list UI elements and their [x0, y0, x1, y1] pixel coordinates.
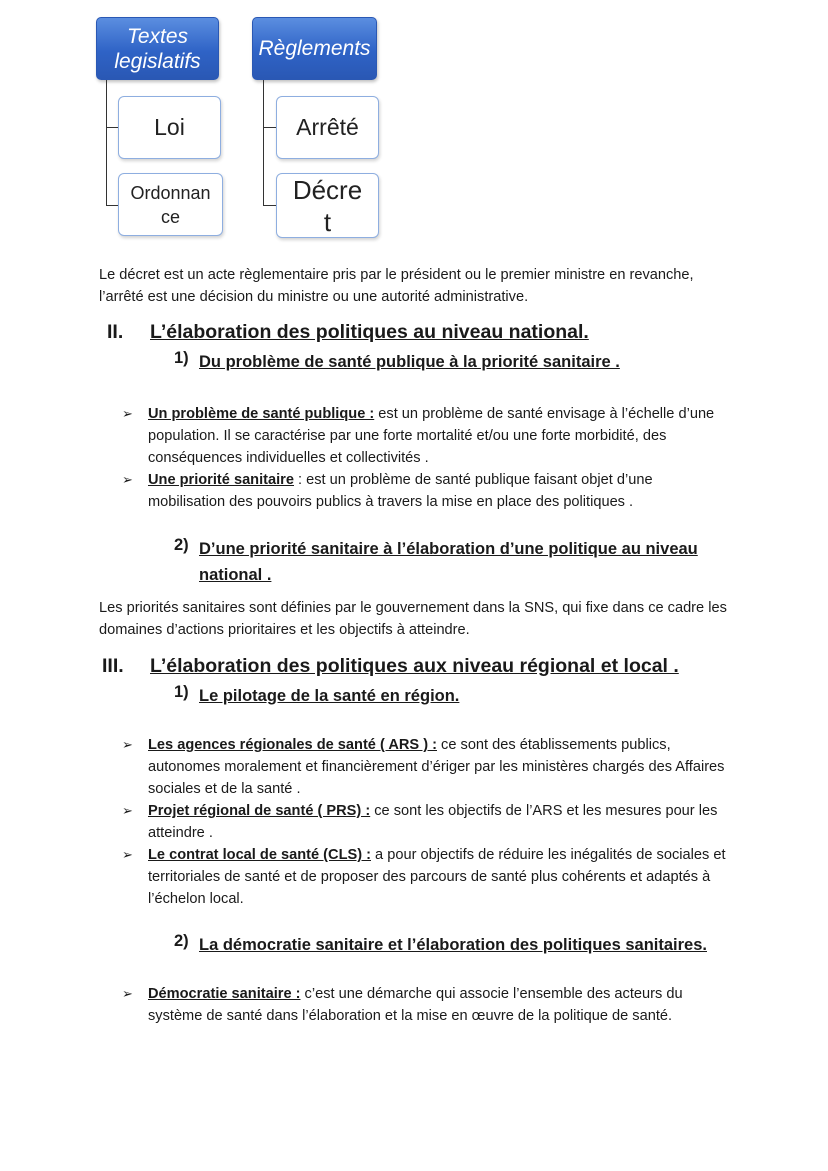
- diagram-node-label: ce: [160, 206, 180, 227]
- connector-line: [106, 80, 107, 206]
- subsection-heading: [174, 683, 734, 709]
- arrow-bullet-icon: ➢: [122, 472, 133, 487]
- diagram-head-line: legislatifs: [114, 49, 201, 73]
- arrow-bullet-icon: ➢: [122, 847, 133, 862]
- diagram-head-reglements: [252, 17, 377, 80]
- section-heading-2: [107, 321, 707, 347]
- subsection-number: 2): [174, 932, 189, 950]
- definition: c’est une démarche qui associe l’ensemble des acteurs du système de santé dans l’élaboration et la mise en œuvre de la politique de santé.: [148, 986, 683, 1024]
- section-number: II.: [107, 321, 124, 343]
- arrow-bullet-icon: ➢: [122, 406, 133, 421]
- term: Démocratie sanitaire :: [148, 986, 301, 1002]
- diagram-head-textes-legislatifs: [96, 17, 219, 80]
- term: Un problème de santé publique :: [148, 406, 375, 422]
- connector-line: [106, 127, 118, 128]
- diagram-node-label: Loi: [154, 114, 185, 140]
- section-title: L’élaboration des politiques aux niveau régional et local .: [150, 655, 679, 677]
- connector-line: [106, 205, 118, 206]
- diagram-node-label: Ordonnan: [130, 182, 211, 203]
- diagram-node-label: Arrêté: [296, 114, 359, 140]
- definition: a pour objectifs de réduire les inégalités de sociales et territoriales de santé et de proposer des parcours de santé plus cohérents et adaptés à l’échelon local.: [148, 847, 726, 907]
- term: Le contrat local de santé (CLS) :: [148, 847, 371, 863]
- subsection-heading: [174, 932, 774, 958]
- subsection-title-line: D’une priorité sanitaire à l’élaboration d’une politique au niveau: [199, 540, 698, 558]
- subsection-number: 1): [174, 683, 189, 701]
- term: Projet régional de santé ( PRS) :: [148, 803, 371, 819]
- diagram-node-ordonnance: [118, 173, 223, 236]
- section-number: III.: [102, 655, 124, 677]
- diagram-node-decret: [276, 173, 379, 238]
- subsection-number: 2): [174, 536, 189, 554]
- section-title: L’élaboration des politiques au niveau national.: [150, 321, 589, 343]
- list-item-text: [148, 800, 732, 844]
- subsection-number: 1): [174, 349, 189, 367]
- definition: est un problème de santé envisage à l’échelle d’une population. Il se caractérise par une forte mortalité et/ou une forte morbidité, des conséquences individuelles et collectivités .: [148, 406, 715, 466]
- paragraph: Les priorités sanitaires sont définies par le gouvernement dans la SNS, qui fixe dans ce cadre les domaines d’actions prioritaires et les objectifs à atteindre.: [99, 600, 727, 638]
- arrow-bullet-icon: ➢: [122, 737, 133, 752]
- list-item-text: [148, 403, 732, 469]
- section-heading-3: [102, 655, 722, 681]
- diagram-head-line: Règlements: [258, 37, 371, 60]
- intro-paragraph: Le décret est un acte règlementaire pris par le président ou le premier ministre en revanche, l’arrêté est une décision du ministre ou une autorité administrative.: [99, 267, 694, 305]
- list-item-text: [148, 734, 732, 800]
- diagram-node-label: Décre: [292, 174, 363, 205]
- term: Une priorité sanitaire: [148, 472, 294, 488]
- diagram-node-loi: [118, 96, 221, 159]
- hierarchy-diagram: [0, 0, 420, 250]
- diagram-node-arrete: [276, 96, 379, 159]
- connector-line: [263, 127, 276, 128]
- arrow-bullet-icon: ➢: [122, 803, 133, 818]
- arrow-bullet-icon: ➢: [122, 986, 133, 1001]
- list-item-text: [148, 983, 732, 1027]
- subsection-heading: [174, 536, 754, 588]
- connector-line: [263, 80, 264, 206]
- subsection-title: Le pilotage de la santé en région.: [199, 687, 460, 705]
- connector-line: [263, 205, 276, 206]
- term: Les agences régionales de santé ( ARS ) :: [148, 737, 437, 753]
- list-item-text: [148, 844, 732, 910]
- list-item-text: [148, 469, 732, 513]
- subsection-title: La démocratie sanitaire et l’élaboration des politiques sanitaires.: [199, 936, 707, 954]
- definition: ce sont des établissements publics, autonomes moralement et financièrement d’ériger par les ministères chargés des Affaires sociales et de la santé .: [148, 737, 725, 797]
- definition: ce sont les objectifs de l’ARS et les mesures pour les atteindre .: [148, 803, 718, 841]
- subsection-title: Du problème de santé publique à la priorité sanitaire .: [199, 353, 620, 371]
- diagram-node-label: t: [323, 206, 332, 237]
- subsection-heading: [174, 349, 734, 375]
- subsection-title-line: national .: [199, 566, 272, 584]
- diagram-head-line: Textes: [126, 24, 189, 48]
- definition: : est un problème de santé publique faisant objet d’une mobilisation des pouvoirs publics à travers la mise en place des politiques .: [148, 472, 653, 510]
